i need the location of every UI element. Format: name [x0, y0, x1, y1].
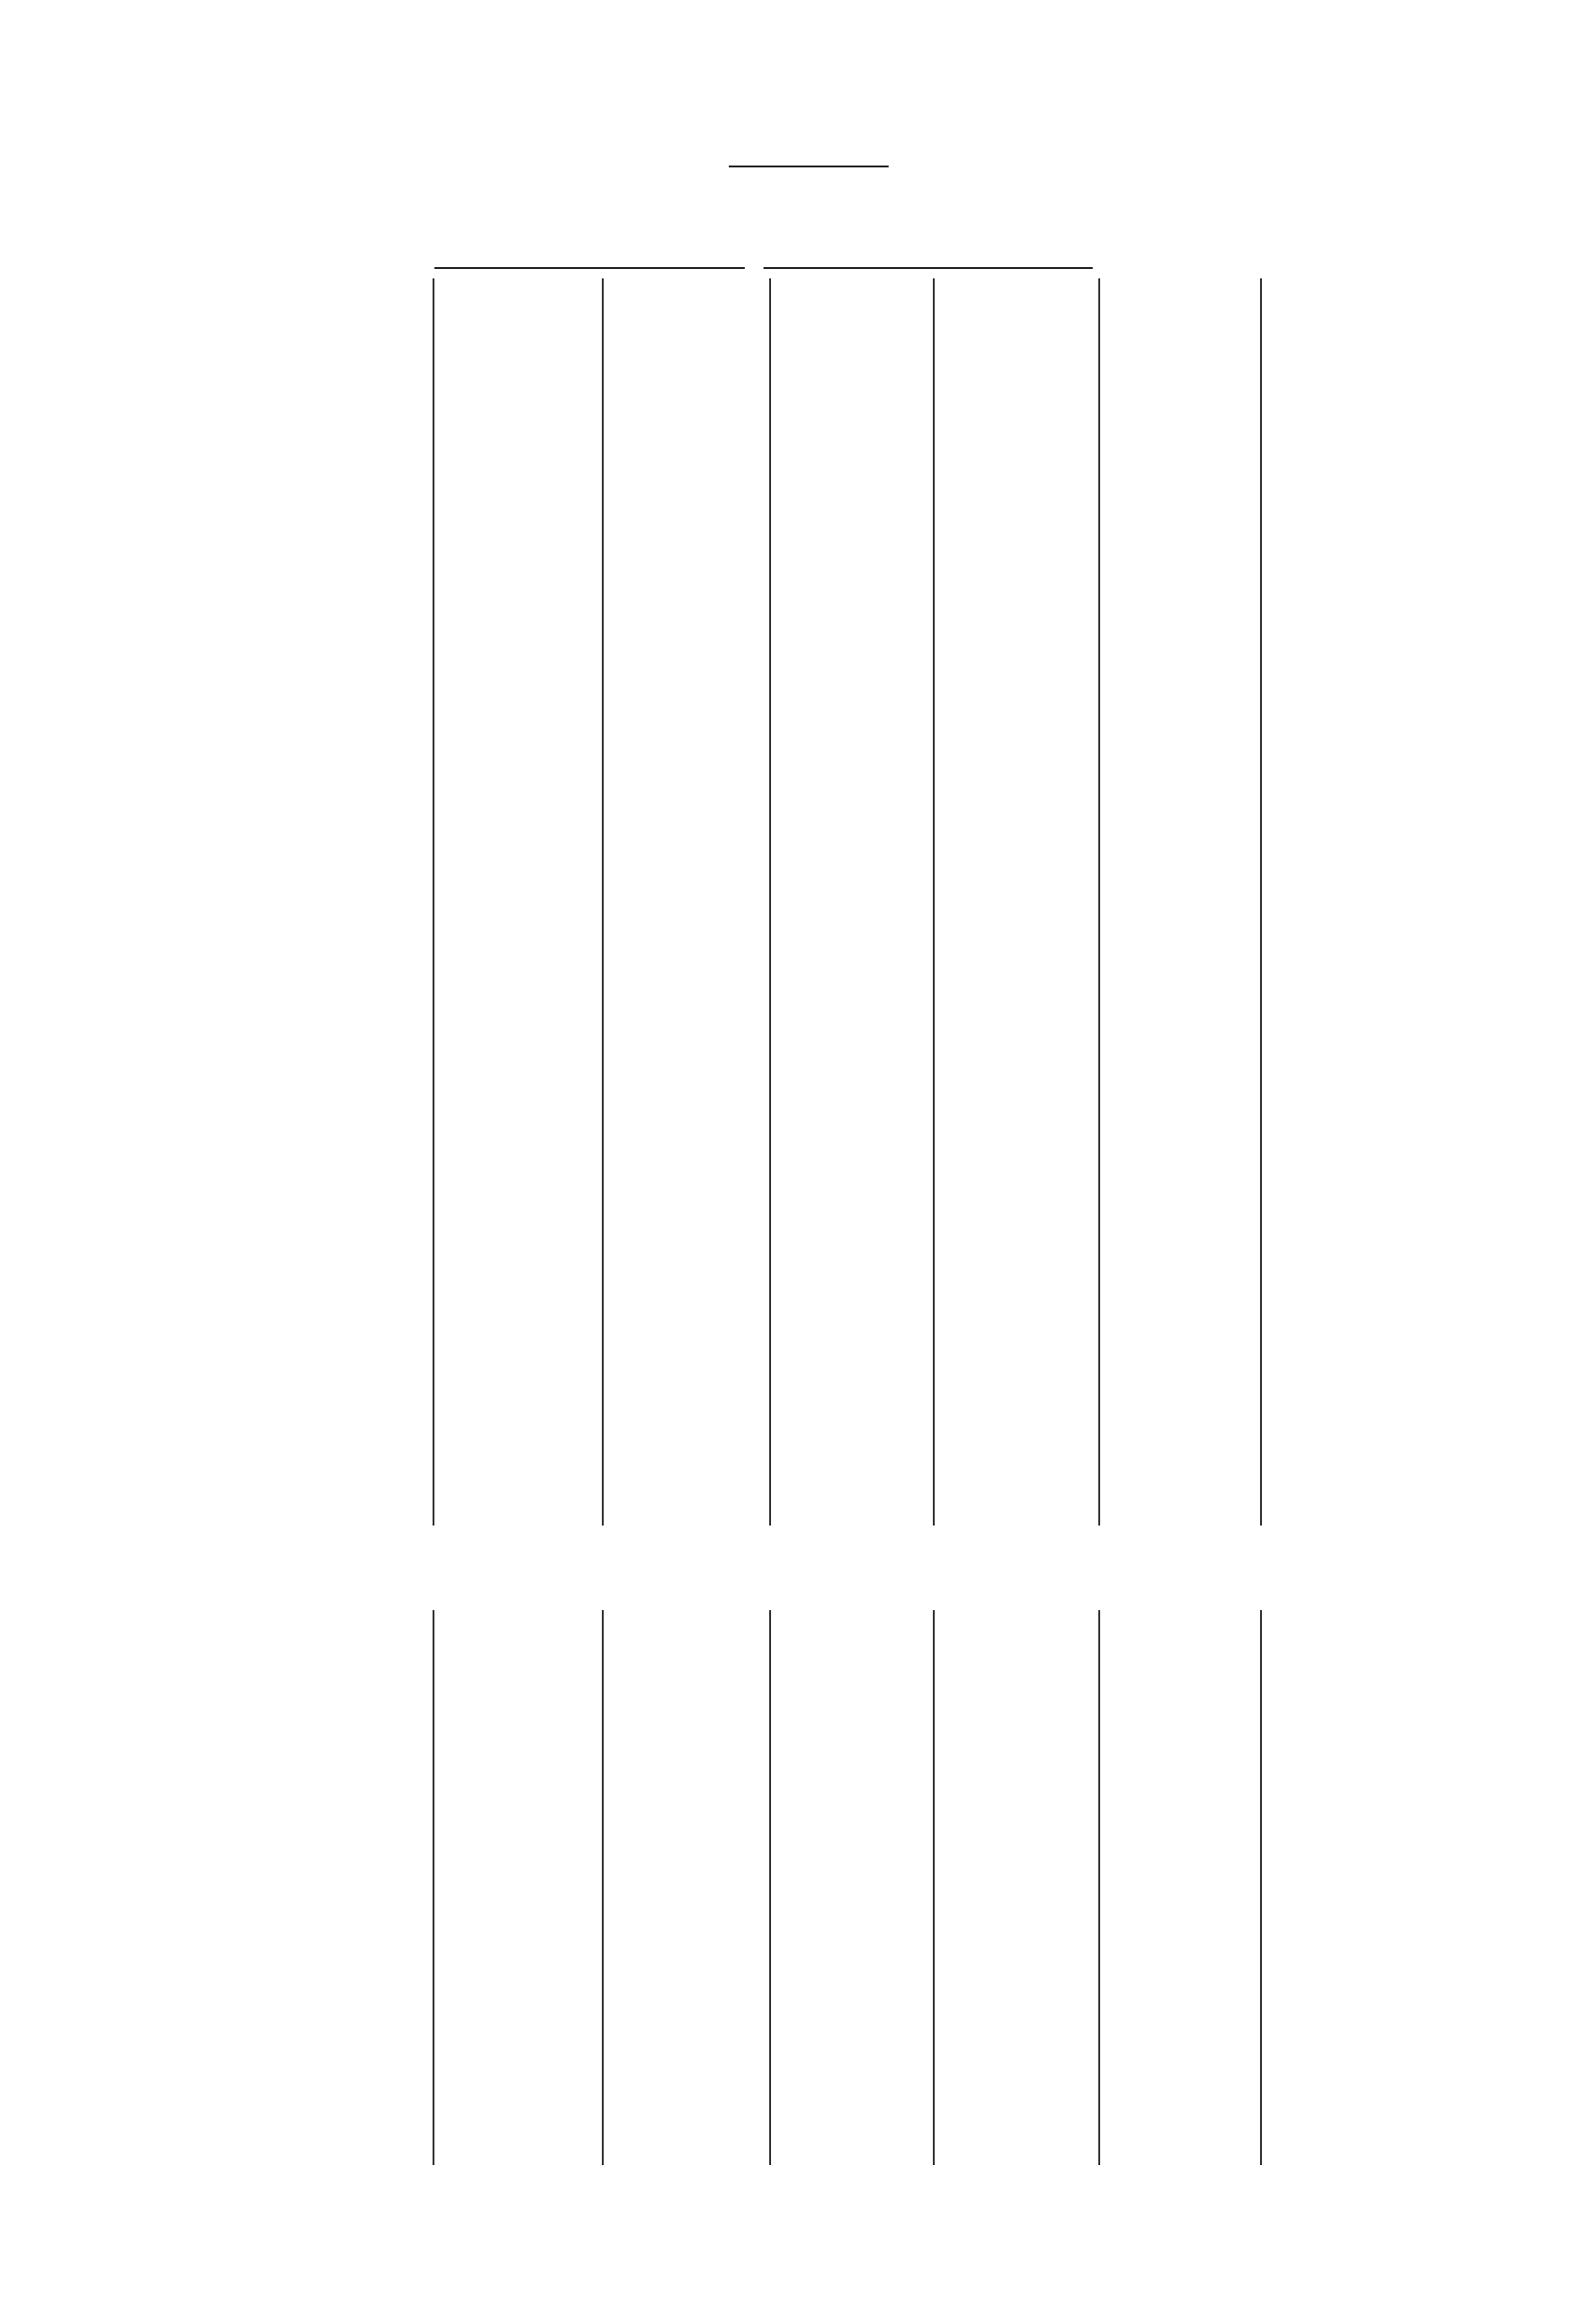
column-divider [602, 1610, 604, 2165]
column-divider [1260, 1610, 1262, 2165]
column-divider [1098, 278, 1100, 1526]
column-divider [1260, 278, 1262, 1526]
column-divider [933, 1610, 935, 2165]
column-divider [769, 278, 771, 1526]
brace-central [764, 267, 1093, 278]
column-divider [769, 1610, 771, 2165]
column-divider [433, 278, 434, 1526]
page-number-rule [729, 166, 889, 167]
column-divider [602, 278, 604, 1526]
column-divider [933, 278, 935, 1526]
brace-west [434, 267, 745, 278]
column-divider [1098, 1610, 1100, 2165]
column-divider [433, 1610, 434, 2165]
